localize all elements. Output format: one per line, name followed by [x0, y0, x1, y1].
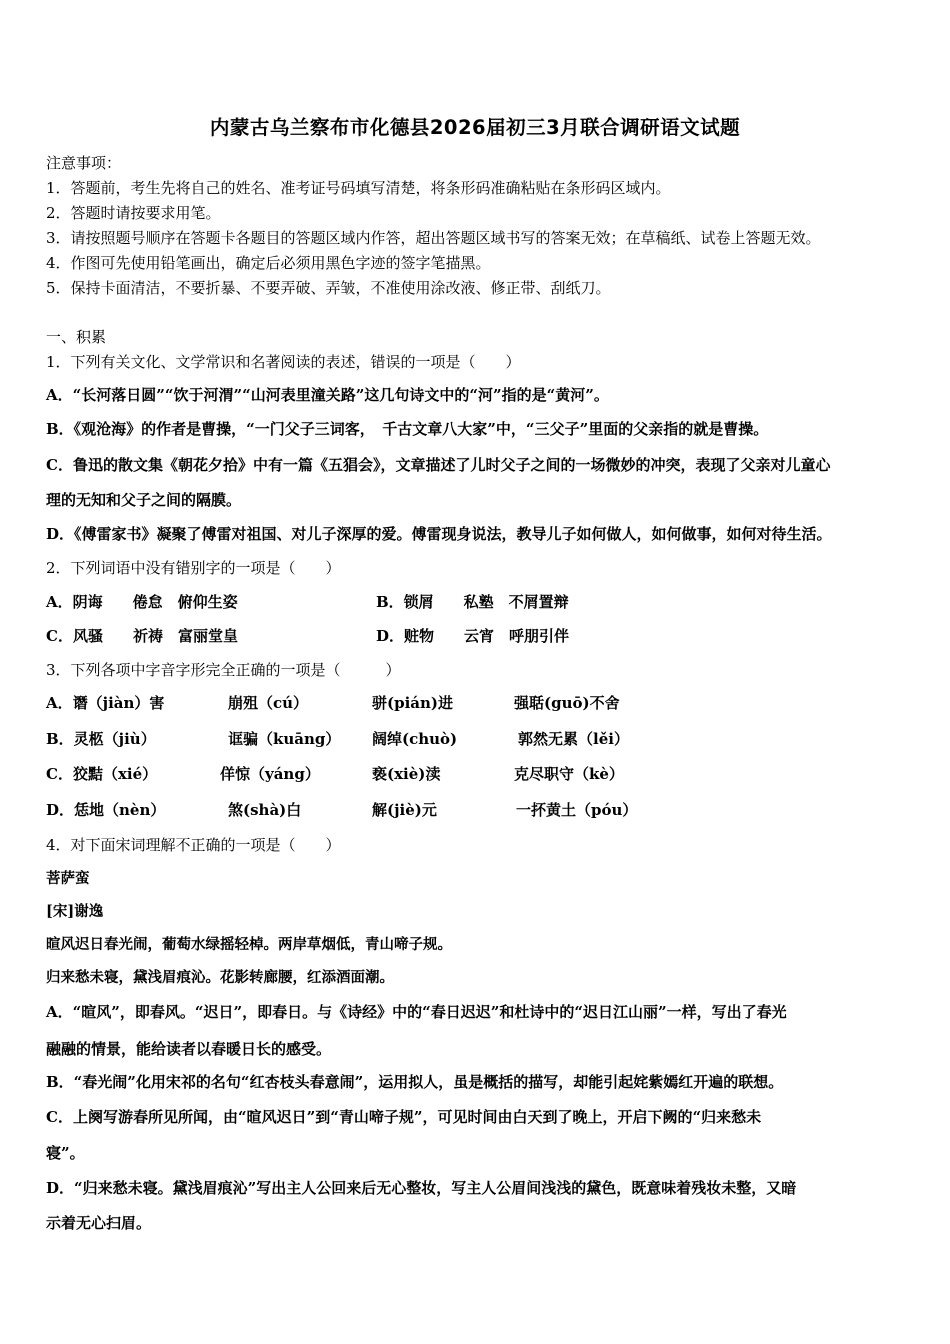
question-4-stem: 4．对下面宋词理解不正确的一项是（ ） [46, 836, 341, 854]
question-3-c-item: 亵(xiè)渎 [372, 765, 441, 783]
question-3-b-item: 诓骗（kuāng） [228, 730, 341, 748]
question-2-option-a: A．阴诲 倦怠 俯仰生姿 [46, 593, 238, 611]
question-3-a-item: 骈(pián)进 [372, 694, 454, 712]
question-4-option-c: C．上阕写游春所见所闻，由“暄风迟日”到“青山啼子规”，可见时间由白天到了晚上，开启下阙的“归来愁未 [46, 1108, 762, 1126]
question-3-a-item: 崩殂（cú） [228, 694, 309, 712]
question-3-b-item: B．灵柩（jiù） [46, 730, 156, 748]
section-heading: 一、积累 [46, 328, 107, 346]
question-3-b-item: 阔绰(chuò) [372, 730, 458, 748]
question-4-option-b: B．“春光闹”化用宋祁的名句“红杏枝头春意闹”，运用拟人，虽是概括的描写，却能引起姹紫嫣红开遍的联想。 [46, 1073, 784, 1091]
poem-author: [宋]谢逸 [46, 903, 104, 920]
question-3-d-item: D．恁地（nèn） [46, 801, 166, 819]
question-4-option-d-cont: 示着无心扫眉。 [46, 1214, 152, 1232]
question-1-option-d: D．《傅雷家书》凝聚了傅雷对祖国、对儿子深厚的爱。傅雷现身说法，教导儿子如何做人，如何做事，如何对待生活。 [46, 525, 832, 543]
notice-item: 1．答题前，考生先将自己的姓名、准考证号码填写清楚，将条形码准确粘贴在条形码区域内。 [46, 179, 671, 197]
notice-item: 3．请按照题号顺序在答题卡各题目的答题区域内作答，超出答题区域书写的答案无效；在草稿纸、试卷上答题无效。 [46, 229, 821, 247]
poem-line: 暄风迟日春光闹，葡萄水绿摇轻棹。两岸草烟低，青山啼子规。 [46, 936, 452, 953]
notice-item: 4．作图可先使用铅笔画出，确定后必须用黑色字迹的签字笔描黑。 [46, 254, 491, 272]
question-1-option-a: A．“长河落日圆”“饮于河渭”“山河表里潼关路”这几句诗文中的“河”指的是“黄河”。 [46, 386, 609, 404]
question-4-option-a: A．“暄风”，即春风。“迟日”，即春日。与《诗经》中的“春日迟迟”和杜诗中的“迟日江山丽”一样，写出了春光 [46, 1003, 787, 1021]
question-3-stem: 3．下列各项中字音字形完全正确的一项是（ ） [46, 661, 401, 679]
question-2-option-b: B．锁屑 私塾 不屑置辩 [376, 593, 569, 611]
notice-item: 5．保持卡面清洁，不要折暴、不要弄破、弄皱，不准使用涂改液、修正带、刮纸刀。 [46, 279, 611, 297]
question-2-option-d: D．赃物 云宵 呼朋引伴 [376, 627, 570, 645]
question-1-stem: 1．下列有关文化、文学常识和名著阅读的表述，错误的一项是（ ） [46, 353, 521, 371]
poem-title: 菩萨蛮 [46, 870, 90, 887]
question-1-option-c-cont: 理的无知和父子之间的隔膜。 [46, 491, 242, 509]
question-1-option-c: C．鲁迅的散文集《朝花夕拾》中有一篇《五猖会》，文章描述了儿时父子之间的一场微妙的冲突，表现了父亲对儿童心 [46, 456, 831, 474]
question-3-b-item: 郭然无累（lěi） [518, 730, 629, 748]
question-4-option-a-cont: 融融的情景，能给读者以春暖日长的感受。 [46, 1040, 332, 1058]
question-3-a-item: 强聒(guō)不舍 [514, 694, 620, 712]
notice-item: 2．答题时请按要求用笔。 [46, 204, 221, 222]
poem-line: 归来愁未寝，黛浅眉痕沁。花影转廊腰，红添酒面潮。 [46, 969, 394, 986]
question-3-c-item: 克尽职守（kè） [514, 765, 624, 783]
question-3-d-item: 煞(shà)白 [228, 801, 302, 819]
question-3-c-item: 佯惊（yáng） [220, 765, 320, 783]
question-3-a-item: A．谮（jiàn）害 [46, 694, 165, 712]
question-3-d-item: 一抔黄土（póu） [516, 801, 638, 819]
question-4-option-c-cont: 寝”。 [46, 1144, 85, 1162]
notice-heading: 注意事项： [46, 154, 122, 172]
question-1-option-b: B．《观沧海》的作者是曹操，“一门父子三词客， 千古文章八大家”中，“三父子”里面的父亲指的就是曹操。 [46, 420, 769, 438]
question-2-stem: 2．下列词语中没有错别字的一项是（ ） [46, 559, 341, 577]
question-4-option-d: D．“归来愁未寝。黛浅眉痕沁”写出主人公回来后无心整妆，写主人公眉间浅浅的黛色，既意味着残妆未整，又暗 [46, 1179, 797, 1197]
question-2-option-c: C．风骚 祈祷 富丽堂皇 [46, 627, 238, 645]
question-3-c-item: C．狡黠（xié） [46, 765, 158, 783]
page-title: 内蒙古乌兰察布市化德县2026届初三3月联合调研语文试题 [209, 116, 741, 139]
question-3-d-item: 解(jiè)元 [372, 801, 437, 819]
